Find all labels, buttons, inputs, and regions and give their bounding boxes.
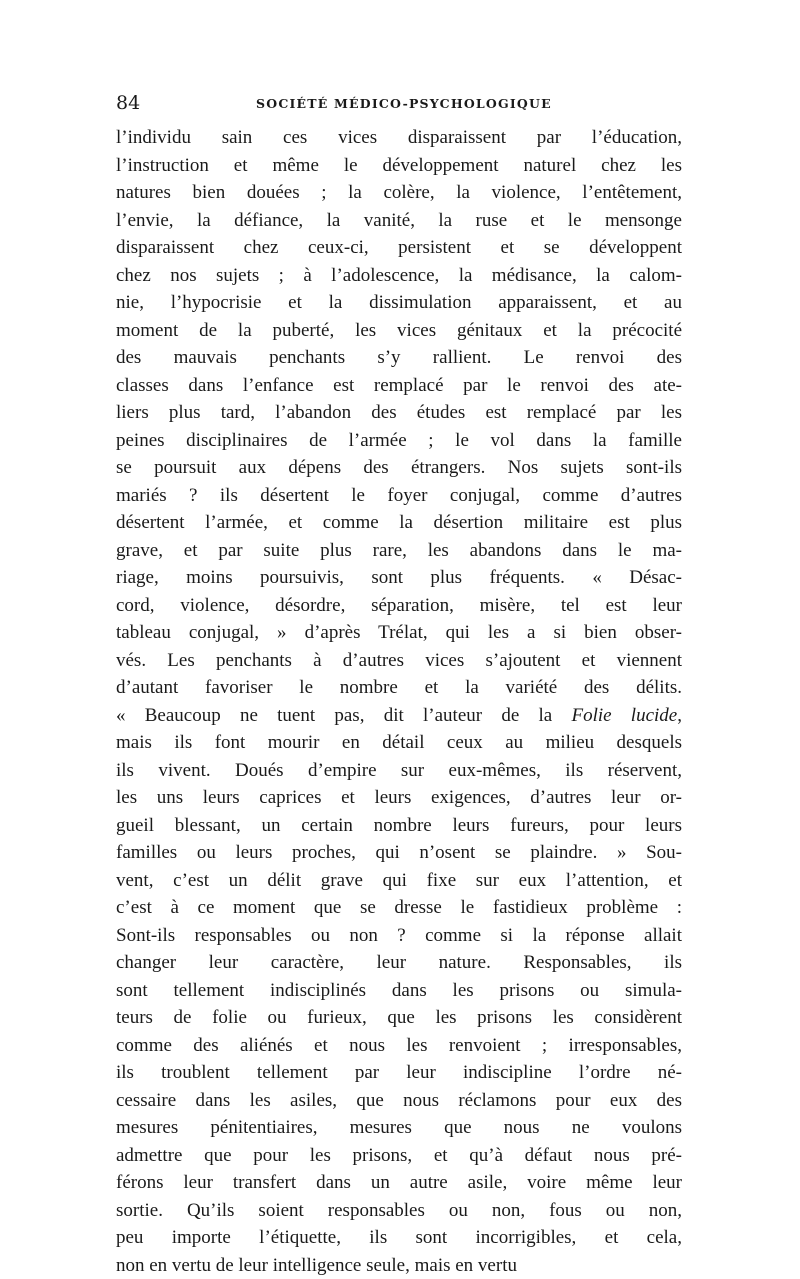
text-line: l’individu sain ces vices disparaissent par l’éducation,: [116, 124, 682, 152]
text-line: c’est à ce moment que se dresse le fastidieux problème :: [116, 894, 682, 922]
text-line: des mauvais penchants s’y rallient. Le renvoi des: [116, 344, 682, 372]
text-line: familles ou leurs proches, qui n’osent se plaindre. » Sou-: [116, 839, 682, 867]
text-line: comme des aliénés et nous les renvoient ; irresponsables,: [116, 1032, 682, 1060]
text-line: l’envie, la défiance, la vanité, la ruse et le mensonge: [116, 207, 682, 235]
text-line: admettre que pour les prisons, et qu’à défaut nous pré-: [116, 1142, 682, 1170]
text-line: les uns leurs caprices et leurs exigences, d’autres leur or-: [116, 784, 682, 812]
text-line: liers plus tard, l’abandon des études est remplacé par les: [116, 399, 682, 427]
text-line: moment de la puberté, les vices génitaux et la précocité: [116, 317, 682, 345]
text-line: l’instruction et même le développement naturel chez les: [116, 152, 682, 180]
text-line: vés. Les penchants à d’autres vices s’ajoutent et viennent: [116, 647, 682, 675]
text-line: peu importe l’étiquette, ils sont incorrigibles, et cela,: [116, 1224, 682, 1252]
running-title: SOCIÉTÉ MÉDICO-PSYCHOLOGIQUE: [256, 93, 552, 115]
text-line: non en vertu de leur intelligence seule, mais en vertu: [116, 1252, 682, 1279]
text-line: riage, moins poursuivis, sont plus fréquents. « Désac-: [116, 564, 682, 592]
text-line: nie, l’hypocrisie et la dissimulation apparaissent, et au: [116, 289, 682, 317]
text-line: cord, violence, désordre, séparation, misère, tel est leur: [116, 592, 682, 620]
text-line: mais ils font mourir en détail ceux au milieu desquels: [116, 729, 682, 757]
text-line: grave, et par suite plus rare, les abandons dans le ma-: [116, 537, 682, 565]
text-line: gueil blessant, un certain nombre leurs fureurs, pour leurs: [116, 812, 682, 840]
text-line: peines disciplinaires de l’armée ; le vol dans la famille: [116, 427, 682, 455]
text-line: désertent l’armée, et comme la désertion militaire est plus: [116, 509, 682, 537]
text-line: disparaissent chez ceux-ci, persistent et se développent: [116, 234, 682, 262]
text-line: chez nos sujets ; à l’adolescence, la médisance, la calom-: [116, 262, 682, 290]
text-line: ils vivent. Doués d’empire sur eux-mêmes, ils réservent,: [116, 757, 682, 785]
text-line: mesures pénitentiaires, mesures que nous ne voulons: [116, 1114, 682, 1142]
text-line: classes dans l’enfance est remplacé par le renvoi des ate-: [116, 372, 682, 400]
text-line: « Beaucoup ne tuent pas, dit l’auteur de la Folie lucide,: [116, 702, 682, 730]
text-line: teurs de folie ou furieux, que les prisons les considèrent: [116, 1004, 682, 1032]
text-line: cessaire dans les asiles, que nous réclamons pour eux des: [116, 1087, 682, 1115]
text-line: ils troublent tellement par leur indiscipline l’ordre né-: [116, 1059, 682, 1087]
text-line: natures bien douées ; la colère, la violence, l’entêtement,: [116, 179, 682, 207]
book-page: [116, 90, 682, 1279]
page-number: 84: [116, 90, 140, 116]
text-line: se poursuit aux dépens des étrangers. Nos sujets sont-ils: [116, 454, 682, 482]
text-line: tableau conjugal, » d’après Trélat, qui les a si bien obser-: [116, 619, 682, 647]
text-line: sont tellement indisciplinés dans les prisons ou simula-: [116, 977, 682, 1005]
body-text: [116, 124, 682, 1279]
text-line: férons leur transfert dans un autre asile, voire même leur: [116, 1169, 682, 1197]
text-line: changer leur caractère, leur nature. Responsables, ils: [116, 949, 682, 977]
text-line: sortie. Qu’ils soient responsables ou non, fous ou non,: [116, 1197, 682, 1225]
text-line: mariés ? ils désertent le foyer conjugal, comme d’autres: [116, 482, 682, 510]
text-line: d’autant favoriser le nombre et la variété des délits.: [116, 674, 682, 702]
running-head: [116, 90, 682, 120]
text-line: vent, c’est un délit grave qui fixe sur eux l’attention, et: [116, 867, 682, 895]
text-line: Sont-ils responsables ou non ? comme si la réponse allait: [116, 922, 682, 950]
